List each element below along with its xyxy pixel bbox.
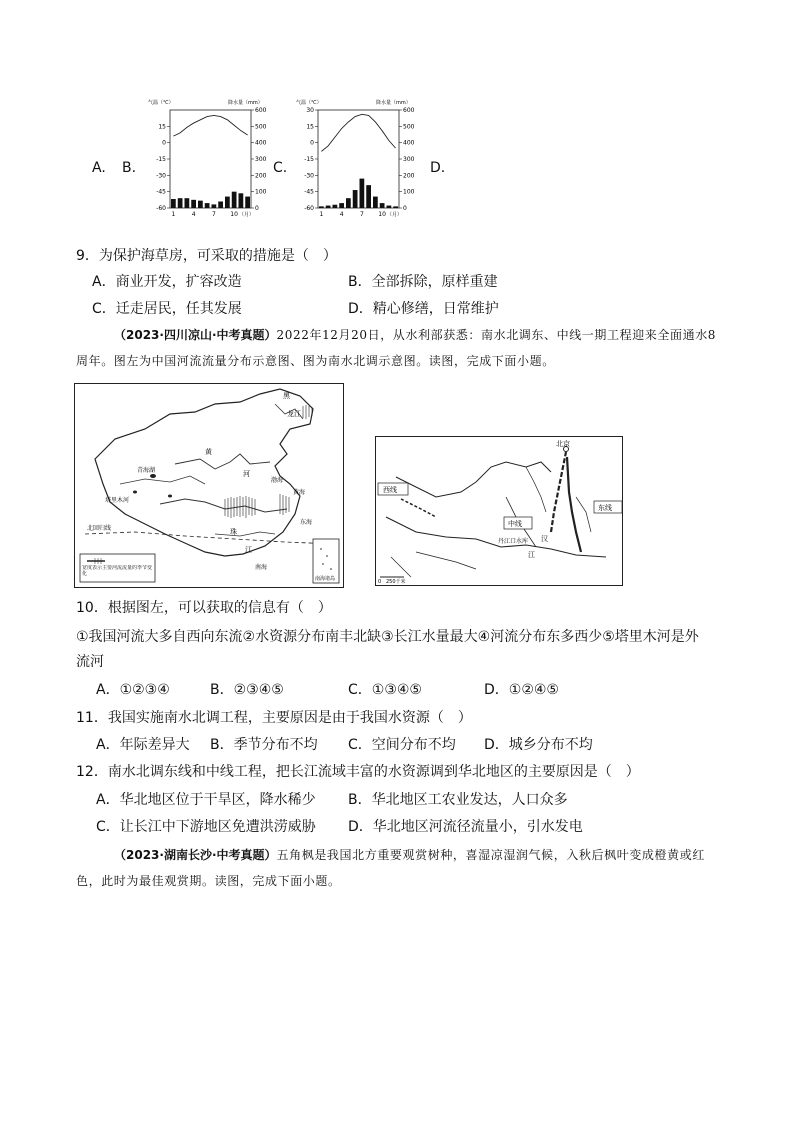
- q10-items-line2: 流河: [76, 654, 104, 670]
- right-tick-label: 0: [403, 205, 407, 212]
- label-tropic: 北回归线: [87, 525, 112, 532]
- intro-passage-2: [76, 842, 726, 894]
- q9-option-d[interactable]: D．精心修缮，日常维护: [348, 301, 499, 317]
- q9-option-a[interactable]: A．商业开发，扩容改造: [92, 274, 242, 290]
- intro-2-source: （2023·湖南长沙·中考真题）: [114, 848, 277, 862]
- label-middle-route: 中线: [508, 520, 522, 528]
- precip-bar: [387, 206, 392, 208]
- q10-option-b[interactable]: B．②③④⑤: [210, 682, 284, 698]
- label-east-sea: 东海: [300, 519, 313, 526]
- label-south-sea: 南海: [255, 564, 268, 571]
- label-zhu: 珠: [230, 528, 237, 536]
- precip-bar: [373, 197, 378, 208]
- climate-chart-b: [148, 96, 273, 218]
- intro-1-text: 2022年12月20日，从水利部获悉：南水北调东、中线一期工程迎来全面通水8周年。图左为中国河流流量分布示意图、图为南水北调示意图。读图，完成下面小题。: [76, 328, 717, 368]
- question-12-stem: 12．南水北调东线和中线工程，把长江流域丰富的水资源调到华北地区的主要原因是（ ）: [76, 764, 640, 780]
- q11-option-b[interactable]: B．季节分布不均: [210, 737, 318, 753]
- label-danjiangkou: 丹江口水库: [498, 538, 529, 545]
- left-tick-label: 30: [306, 107, 314, 114]
- x-tick-label: 1: [171, 211, 176, 218]
- option-a-label: A.: [92, 160, 106, 176]
- label-jiang: 江: [245, 546, 252, 554]
- q9-option-b[interactable]: B．全部拆除，原样重建: [348, 274, 498, 290]
- precip-bar: [218, 201, 223, 208]
- x-tick-label: 4: [191, 211, 196, 218]
- label-bohai: 渤海: [271, 477, 284, 484]
- q11-option-a[interactable]: A．年际差异大: [96, 737, 190, 753]
- climate-chart-c: [296, 96, 421, 218]
- x-tick-label: 10: [230, 211, 238, 218]
- q12-option-a[interactable]: A．华北地区位于干旱区，降水稀少: [96, 792, 316, 808]
- right-tick-label: 0: [255, 205, 259, 212]
- intro-passage-1: [76, 322, 726, 374]
- right-tick-label: 400: [255, 139, 267, 147]
- label-qinghai-lake: 青海湖: [137, 467, 156, 474]
- legend-text: 宽度表示主要河流流量的季节变化: [82, 565, 153, 577]
- right-axis-title: 降水量（mm）: [376, 100, 411, 106]
- label-han: 汉: [541, 535, 548, 543]
- precip-bar: [319, 206, 324, 208]
- precip-bar: [239, 193, 244, 208]
- x-tick-label: 4: [339, 211, 344, 218]
- label-longjiang: 龙江: [287, 410, 301, 418]
- label-huang: 黄: [205, 448, 212, 456]
- x-tick-label: 7: [211, 211, 216, 218]
- left-tick-label: -45: [304, 188, 314, 196]
- precip-bar: [198, 201, 203, 208]
- left-tick-label: -15: [304, 156, 314, 163]
- question-10-stem: 10．根据图左，可以获取的信息有（ ）: [76, 600, 332, 616]
- intro-1-source: （2023·四川凉山·中考真题）: [114, 328, 277, 342]
- question-9-stem: 9．为保护海草房，可采取的措施是（ ）: [76, 248, 337, 264]
- right-tick-label: 300: [255, 156, 267, 163]
- precip-bar: [245, 197, 250, 208]
- option-c-label: C.: [273, 160, 288, 176]
- left-tick-label: 0: [162, 139, 166, 147]
- label-hei: 黑: [283, 392, 290, 400]
- right-tick-label: 200: [255, 172, 267, 180]
- left-tick-label: -30: [304, 172, 314, 180]
- x-tick-label: 7: [359, 211, 364, 218]
- right-tick-label: 200: [403, 172, 415, 180]
- option-b-label: B.: [122, 160, 137, 176]
- precip-bar: [380, 203, 385, 208]
- left-tick-label: -60: [304, 205, 314, 212]
- left-axis-title: 气温（℃）: [296, 100, 322, 106]
- scale-zero: 0: [378, 579, 382, 585]
- q10-items-line1: ①我国河流大多自西向东流②水资源分布南丰北缺③长江水量最大④河流分布东多西少⑤塔里木河是外: [76, 629, 699, 645]
- question-11-stem: 11．我国实施南水北调工程，主要原因是由于我国水资源（ ）: [76, 710, 472, 726]
- precip-bar: [171, 199, 176, 208]
- precip-bar: [232, 192, 237, 208]
- intro-2-text: 五角枫是我国北方重要观赏树种，喜湿凉湿润气候，入秋后枫叶变成橙黄或红色，此时为最佳观赏期。读图，完成下面小题。: [76, 848, 705, 888]
- x-axis-unit: （月）: [387, 212, 403, 218]
- scale-label: 250千米: [386, 579, 406, 585]
- q12-option-c[interactable]: C．让长江中下游地区免遭洪涝威胁: [96, 819, 316, 835]
- right-tick-label: 100: [403, 188, 415, 196]
- q11-option-c[interactable]: C．空间分布不均: [348, 737, 456, 753]
- precip-bar: [191, 200, 196, 208]
- label-yellow-sea: 黄海: [293, 489, 306, 496]
- temperature-line: [321, 114, 395, 151]
- right-tick-label: 500: [255, 123, 267, 131]
- left-tick-label: 15: [158, 123, 166, 131]
- right-tick-label: 600: [255, 107, 267, 114]
- label-beijing: 北京: [556, 440, 570, 448]
- precip-bar: [366, 185, 371, 208]
- inset-label: 南海诸岛: [315, 576, 336, 582]
- right-axis-title: 降水量（mm）: [228, 100, 263, 106]
- label-jiang-right: 江: [528, 551, 535, 559]
- precip-bar: [360, 179, 365, 208]
- left-tick-label: 0: [310, 139, 314, 147]
- right-tick-label: 500: [403, 123, 415, 131]
- q12-option-b[interactable]: B．华北地区工农业发达，人口众多: [348, 792, 568, 808]
- option-d-label: D.: [430, 160, 446, 176]
- left-tick-label: -15: [156, 156, 166, 163]
- q9-option-c[interactable]: C．迁走居民，任其发展: [92, 301, 242, 317]
- left-tick-label: 15: [306, 123, 314, 131]
- label-east-route: 东线: [598, 504, 612, 512]
- precip-bar: [339, 203, 344, 208]
- precip-bar: [225, 197, 230, 208]
- precip-bar: [326, 206, 331, 208]
- precip-bar: [393, 206, 398, 208]
- precip-bar: [205, 203, 210, 208]
- precip-bar: [178, 198, 183, 208]
- q10-option-a[interactable]: A．①②③④: [96, 682, 170, 698]
- water-diversion-map: [375, 436, 623, 586]
- precip-bar: [212, 204, 217, 208]
- precip-bar: [185, 198, 190, 208]
- label-tarim: 塔里木河: [105, 497, 130, 504]
- temperature-line: [173, 115, 247, 136]
- left-axis-title: 气温（℃）: [148, 100, 174, 106]
- right-tick-label: 300: [403, 156, 415, 163]
- right-tick-label: 400: [403, 139, 415, 147]
- x-axis-unit: （月）: [239, 212, 255, 218]
- precip-bar: [333, 205, 338, 208]
- left-tick-label: -45: [156, 188, 166, 196]
- precip-bar: [346, 198, 351, 208]
- left-tick-label: -60: [156, 205, 166, 212]
- right-tick-label: 600: [403, 107, 415, 114]
- label-he: 河: [243, 470, 250, 478]
- precip-bar: [353, 190, 358, 208]
- q12-option-d[interactable]: D．华北地区河流径流量小，引水发电: [348, 819, 583, 835]
- q10-option-d[interactable]: D．①②④⑤: [484, 682, 559, 698]
- left-tick-label: -30: [156, 172, 166, 180]
- x-tick-label: 10: [378, 211, 386, 218]
- q10-option-c[interactable]: C．①③④⑤: [348, 682, 422, 698]
- right-tick-label: 100: [255, 188, 267, 196]
- x-tick-label: 1: [319, 211, 324, 218]
- q11-option-d[interactable]: D．城乡分布不均: [484, 737, 593, 753]
- china-river-flow-map: [74, 383, 344, 588]
- plot-frame: [318, 110, 399, 208]
- label-west-route: 西线: [383, 486, 397, 494]
